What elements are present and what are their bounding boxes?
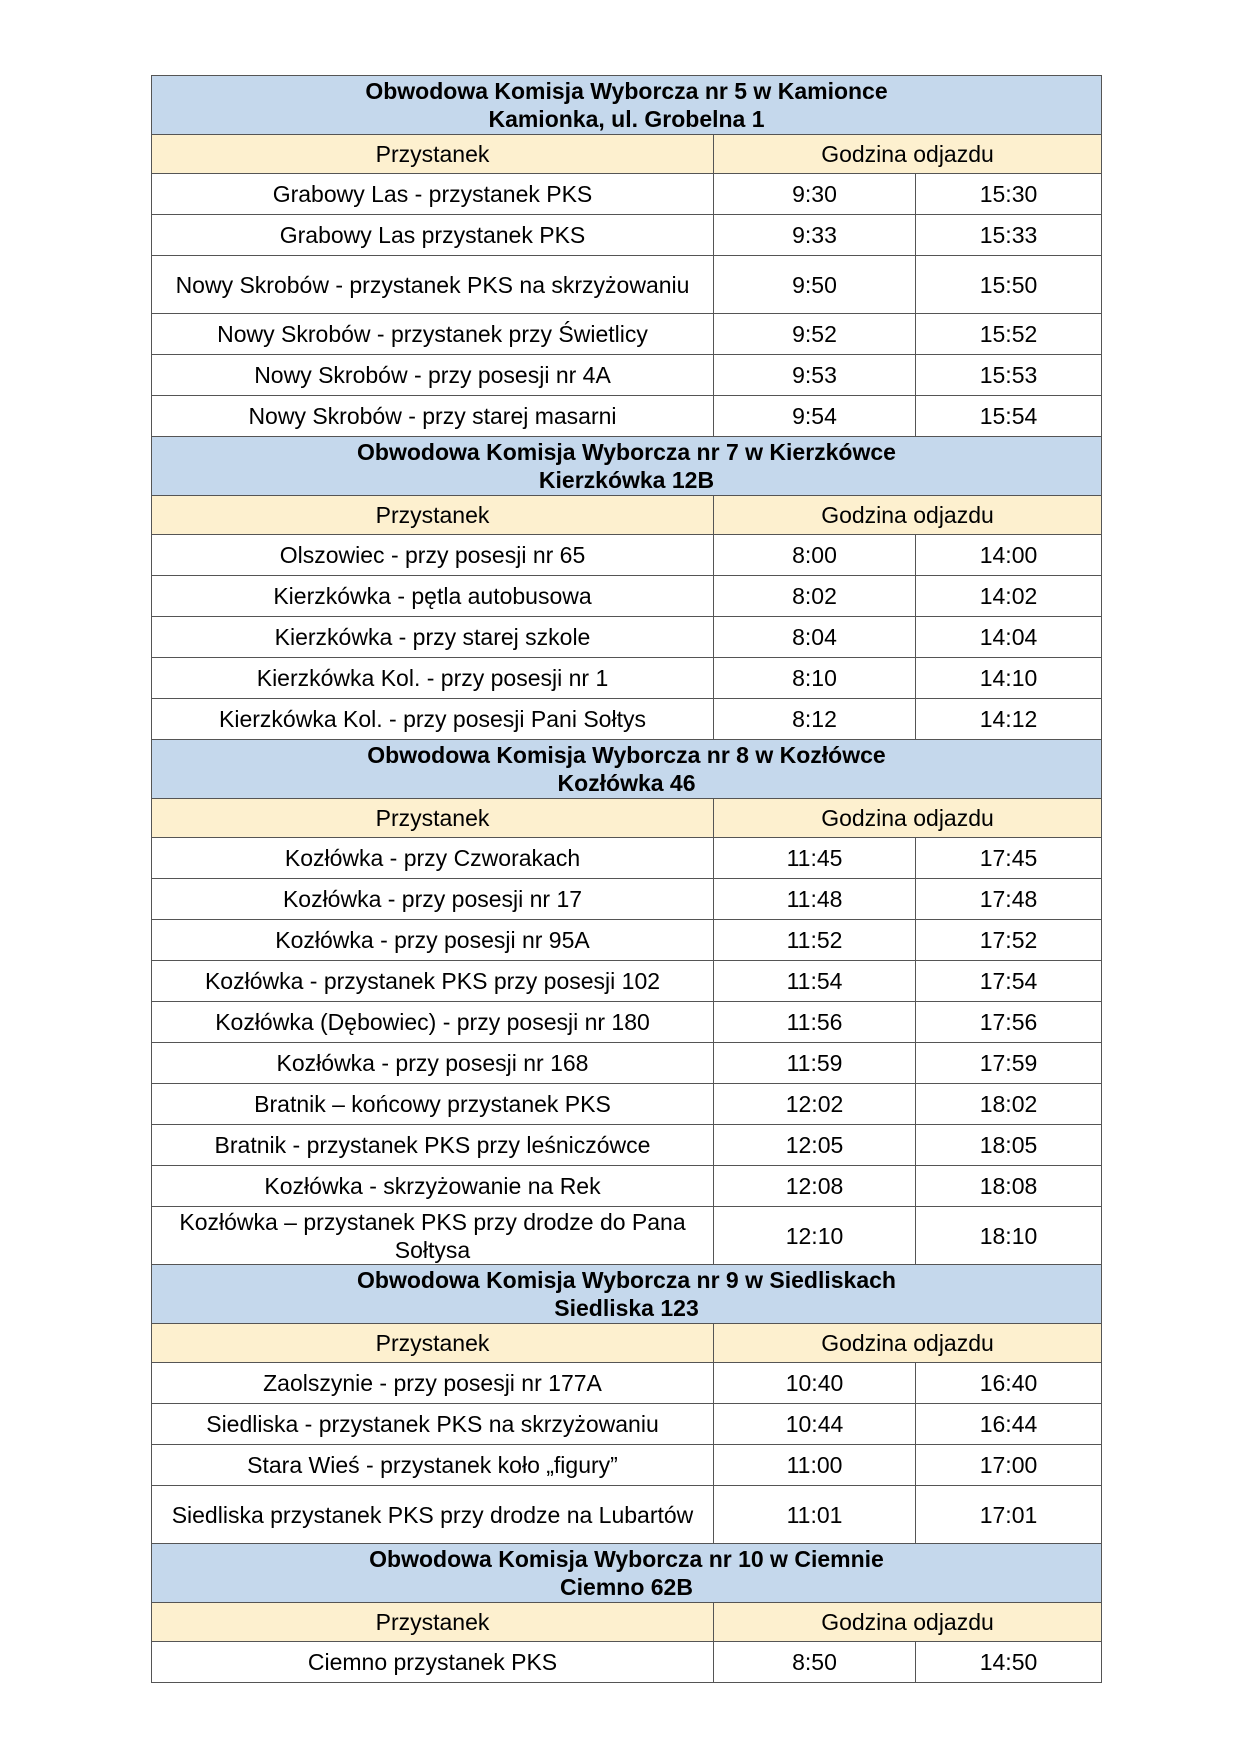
- table-row: [152, 1002, 1102, 1043]
- departure-time-2-cell: 17:52: [916, 920, 1102, 961]
- section-header: [152, 740, 1102, 799]
- departure-time-1-cell: 9:30: [714, 174, 916, 215]
- section-address: Ciemno 62B: [560, 1574, 693, 1600]
- stop-name-cell: Kozłówka - przy posesji nr 95A: [152, 920, 714, 961]
- section-title: Obwodowa Komisja Wyborcza nr 5 w Kamionce: [365, 78, 888, 104]
- stop-name-cell: Siedliska przystanek PKS przy drodze na Lubartów: [152, 1486, 714, 1544]
- column-header-stop: Przystanek: [152, 496, 714, 535]
- departure-time-1-cell: 11:48: [714, 879, 916, 920]
- section-header-row: [152, 1265, 1102, 1324]
- departure-time-2-cell: 18:02: [916, 1084, 1102, 1125]
- section-header-row: [152, 76, 1102, 135]
- departure-time-1-cell: 11:56: [714, 1002, 916, 1043]
- section-title: Obwodowa Komisja Wyborcza nr 10 w Ciemnie: [369, 1546, 884, 1572]
- stop-name-cell: Kozłówka - skrzyżowanie na Rek: [152, 1166, 714, 1207]
- column-header-departure: Godzina odjazdu: [714, 799, 1102, 838]
- table-row: [152, 576, 1102, 617]
- departure-time-1-cell: 12:10: [714, 1207, 916, 1265]
- departure-time-2-cell: 14:02: [916, 576, 1102, 617]
- table-row: [152, 1363, 1102, 1404]
- stop-name-cell: Olszowiec - przy posesji nr 65: [152, 535, 714, 576]
- table-row: [152, 920, 1102, 961]
- table-row: [152, 1043, 1102, 1084]
- departure-time-2-cell: 14:50: [916, 1642, 1102, 1683]
- section-header: [152, 76, 1102, 135]
- table-row: [152, 1166, 1102, 1207]
- section-title: Obwodowa Komisja Wyborcza nr 7 w Kierzkówce: [357, 439, 896, 465]
- departure-time-1-cell: 8:04: [714, 617, 916, 658]
- table-row: [152, 699, 1102, 740]
- section-address: Kozłówka 46: [557, 770, 696, 796]
- departure-time-1-cell: 8:12: [714, 699, 916, 740]
- table-row: [152, 396, 1102, 437]
- stop-name-cell: Stara Wieś - przystanek koło „figury”: [152, 1445, 714, 1486]
- departure-time-1-cell: 8:02: [714, 576, 916, 617]
- table-row: [152, 1486, 1102, 1544]
- departure-time-2-cell: 17:48: [916, 879, 1102, 920]
- section-title: Obwodowa Komisja Wyborcza nr 8 w Kozłówce: [367, 742, 886, 768]
- stop-name-cell: Grabowy Las przystanek PKS: [152, 215, 714, 256]
- table-row: [152, 1207, 1102, 1265]
- stop-name-cell: Kozłówka - przy Czworakach: [152, 838, 714, 879]
- departure-time-2-cell: 17:00: [916, 1445, 1102, 1486]
- table-row: [152, 256, 1102, 314]
- departure-time-1-cell: 10:44: [714, 1404, 916, 1445]
- departure-time-1-cell: 11:59: [714, 1043, 916, 1084]
- departure-time-2-cell: 17:59: [916, 1043, 1102, 1084]
- stop-name-cell: Ciemno przystanek PKS: [152, 1642, 714, 1683]
- stop-name-cell: Nowy Skrobów - przystanek PKS na skrzyżowaniu: [152, 256, 714, 314]
- departure-time-1-cell: 9:50: [714, 256, 916, 314]
- column-header-stop: Przystanek: [152, 1324, 714, 1363]
- stop-name-cell: Kierzkówka - pętla autobusowa: [152, 576, 714, 617]
- stop-name-cell: Kozłówka - przy posesji nr 168: [152, 1043, 714, 1084]
- departure-time-2-cell: 16:44: [916, 1404, 1102, 1445]
- stop-name-cell: Nowy Skrobów - przystanek przy Świetlicy: [152, 314, 714, 355]
- column-header-departure: Godzina odjazdu: [714, 1324, 1102, 1363]
- stop-name-cell: Kozłówka - przy posesji nr 17: [152, 879, 714, 920]
- departure-time-2-cell: 18:08: [916, 1166, 1102, 1207]
- section-header-row: [152, 740, 1102, 799]
- departure-time-1-cell: 9:54: [714, 396, 916, 437]
- table-row: [152, 1642, 1102, 1683]
- table-row: [152, 1404, 1102, 1445]
- stop-name-cell: Kierzkówka - przy starej szkole: [152, 617, 714, 658]
- departure-time-2-cell: 14:10: [916, 658, 1102, 699]
- departure-time-2-cell: 17:56: [916, 1002, 1102, 1043]
- stop-name-cell: Kierzkówka Kol. - przy posesji nr 1: [152, 658, 714, 699]
- stop-name-cell: Siedliska - przystanek PKS na skrzyżowaniu: [152, 1404, 714, 1445]
- table-row: [152, 355, 1102, 396]
- schedule-body: [152, 76, 1102, 1683]
- section-address: Kierzkówka 12B: [538, 467, 715, 493]
- stop-name-cell: Kozłówka - przystanek PKS przy posesji 102: [152, 961, 714, 1002]
- section-header: [152, 1265, 1102, 1324]
- section-header: [152, 1544, 1102, 1603]
- section-title: Obwodowa Komisja Wyborcza nr 9 w Siedliskach: [357, 1267, 896, 1293]
- section-address: Kamionka, ul. Grobelna 1: [488, 106, 765, 132]
- departure-time-1-cell: 12:08: [714, 1166, 916, 1207]
- column-header-row: [152, 135, 1102, 174]
- departure-time-1-cell: 9:52: [714, 314, 916, 355]
- departure-time-2-cell: 14:00: [916, 535, 1102, 576]
- departure-time-2-cell: 14:04: [916, 617, 1102, 658]
- departure-time-2-cell: 18:10: [916, 1207, 1102, 1265]
- column-header-row: [152, 496, 1102, 535]
- column-header-row: [152, 799, 1102, 838]
- column-header-stop: Przystanek: [152, 1603, 714, 1642]
- departure-time-2-cell: 15:50: [916, 256, 1102, 314]
- departure-time-1-cell: 11:45: [714, 838, 916, 879]
- section-header-row: [152, 1544, 1102, 1603]
- departure-time-1-cell: 11:54: [714, 961, 916, 1002]
- stop-name-cell: Bratnik - przystanek PKS przy leśniczówce: [152, 1125, 714, 1166]
- column-header-row: [152, 1324, 1102, 1363]
- table-row: [152, 879, 1102, 920]
- departure-time-1-cell: 11:01: [714, 1486, 916, 1544]
- departure-time-1-cell: 8:50: [714, 1642, 916, 1683]
- departure-time-1-cell: 9:33: [714, 215, 916, 256]
- departure-time-1-cell: 11:00: [714, 1445, 916, 1486]
- section-header-row: [152, 437, 1102, 496]
- column-header-departure: Godzina odjazdu: [714, 1603, 1102, 1642]
- stop-name-cell: Bratnik – końcowy przystanek PKS: [152, 1084, 714, 1125]
- departure-time-2-cell: 17:54: [916, 961, 1102, 1002]
- departure-time-2-cell: 14:12: [916, 699, 1102, 740]
- column-header-row: [152, 1603, 1102, 1642]
- table-row: [152, 1445, 1102, 1486]
- column-header-departure: Godzina odjazdu: [714, 135, 1102, 174]
- table-row: [152, 658, 1102, 699]
- departure-time-2-cell: 16:40: [916, 1363, 1102, 1404]
- stop-name-cell: Kierzkówka Kol. - przy posesji Pani Sołtys: [152, 699, 714, 740]
- section-header: [152, 437, 1102, 496]
- table-row: [152, 838, 1102, 879]
- departure-time-2-cell: 17:01: [916, 1486, 1102, 1544]
- stop-name-cell: Kozłówka (Dębowiec) - przy posesji nr 180: [152, 1002, 714, 1043]
- column-header-departure: Godzina odjazdu: [714, 496, 1102, 535]
- stop-name-cell: Nowy Skrobów - przy starej masarni: [152, 396, 714, 437]
- departure-time-2-cell: 17:45: [916, 838, 1102, 879]
- table-row: [152, 314, 1102, 355]
- bus-schedule-table: [151, 75, 1102, 1683]
- table-row: [152, 1084, 1102, 1125]
- departure-time-2-cell: 15:53: [916, 355, 1102, 396]
- table-row: [152, 215, 1102, 256]
- departure-time-1-cell: 9:53: [714, 355, 916, 396]
- column-header-stop: Przystanek: [152, 135, 714, 174]
- departure-time-1-cell: 12:05: [714, 1125, 916, 1166]
- departure-time-2-cell: 15:54: [916, 396, 1102, 437]
- table-row: [152, 1125, 1102, 1166]
- departure-time-2-cell: 15:33: [916, 215, 1102, 256]
- departure-time-1-cell: 8:00: [714, 535, 916, 576]
- departure-time-1-cell: 11:52: [714, 920, 916, 961]
- departure-time-1-cell: 8:10: [714, 658, 916, 699]
- departure-time-1-cell: 12:02: [714, 1084, 916, 1125]
- column-header-stop: Przystanek: [152, 799, 714, 838]
- stop-name-cell: Zaolszynie - przy posesji nr 177A: [152, 1363, 714, 1404]
- departure-time-2-cell: 18:05: [916, 1125, 1102, 1166]
- departure-time-1-cell: 10:40: [714, 1363, 916, 1404]
- stop-name-cell: Nowy Skrobów - przy posesji nr 4A: [152, 355, 714, 396]
- section-address: Siedliska 123: [554, 1295, 699, 1321]
- table-row: [152, 174, 1102, 215]
- stop-name-cell: Kozłówka – przystanek PKS przy drodze do Pana Sołtysa: [152, 1207, 714, 1265]
- table-row: [152, 961, 1102, 1002]
- table-row: [152, 617, 1102, 658]
- departure-time-2-cell: 15:30: [916, 174, 1102, 215]
- departure-time-2-cell: 15:52: [916, 314, 1102, 355]
- stop-name-cell: Grabowy Las - przystanek PKS: [152, 174, 714, 215]
- table-row: [152, 535, 1102, 576]
